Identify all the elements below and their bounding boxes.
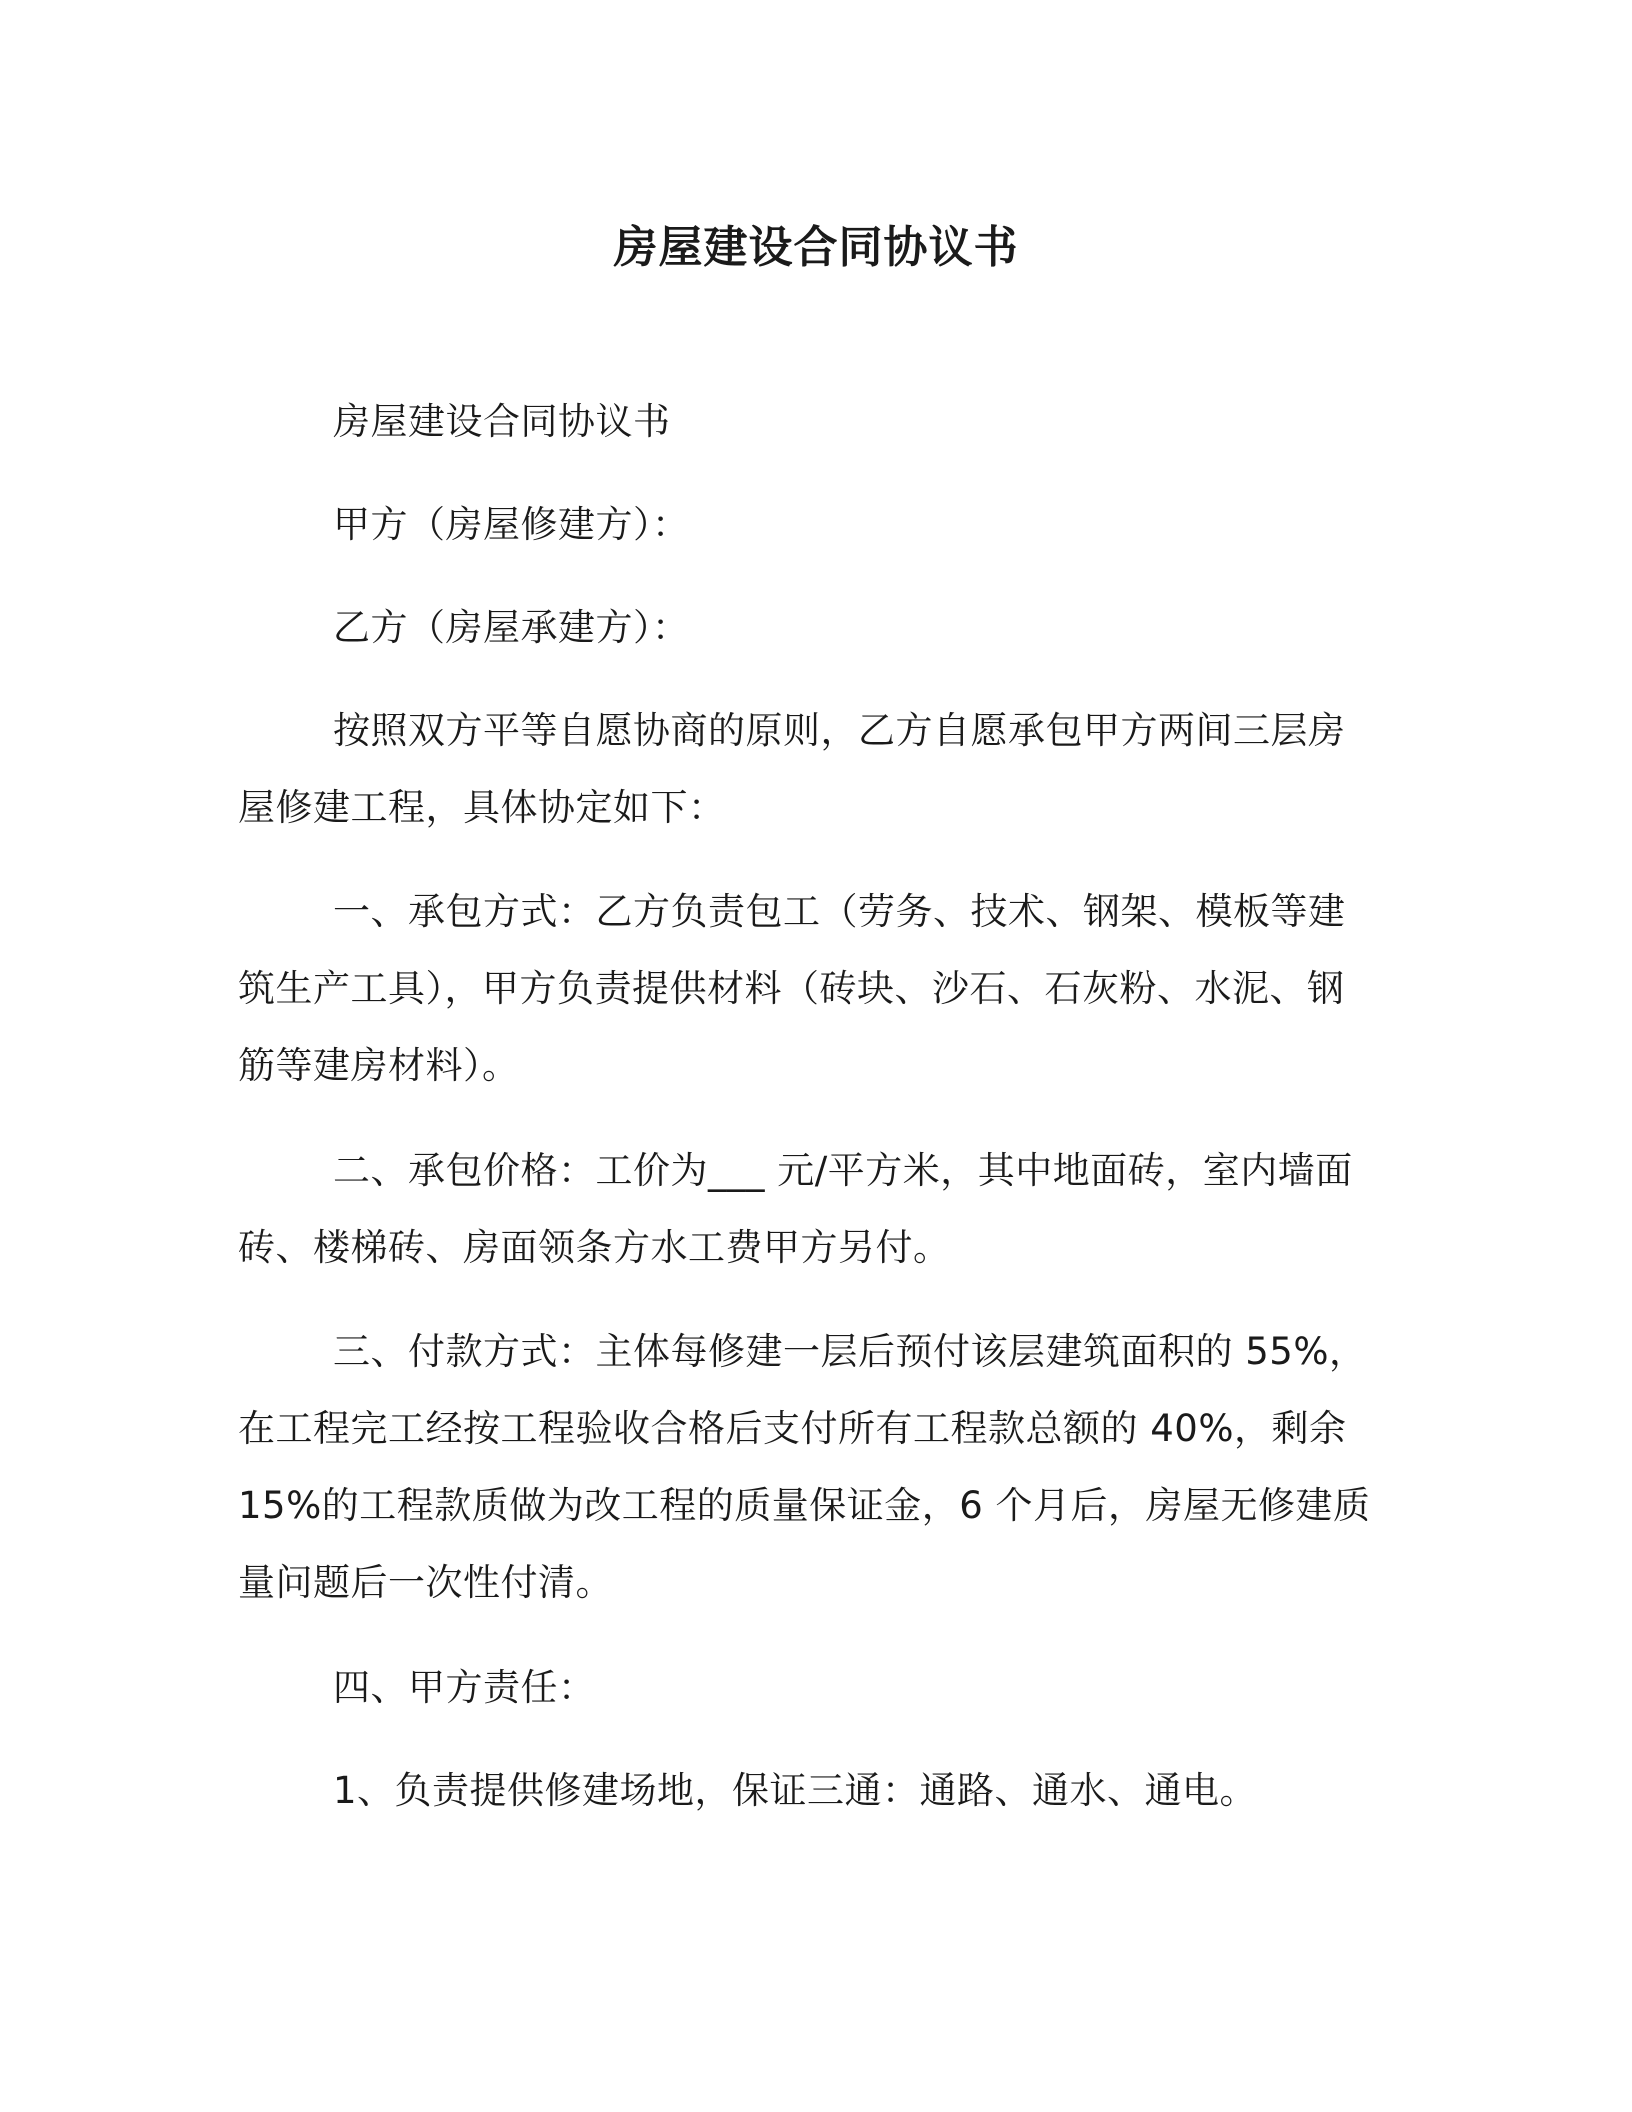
- paragraph-contract-price: 二、承包价格：工价为___ 元/平方米，其中地面砖，室内墙面砖、楼梯砖、房面领条方水工费甲方另付。: [238, 1149, 1353, 1269]
- paragraph-duty-1: 1、负责提供修建场地，保证三通：通路、通水、通电。: [333, 1769, 1258, 1812]
- paragraph-intro: 按照双方平等自愿协商的原则，乙方自愿承包甲方两间三层房屋修建工程，具体协定如下：: [238, 709, 1346, 829]
- paragraph-heading: 房屋建设合同协议书: [333, 400, 671, 443]
- document-title: 房屋建设合同协议书: [613, 222, 1019, 273]
- paragraph-payment-method: 三、付款方式：主体每修建一层后预付该层建筑面积的 55%，在工程完工经按工程验收合格后支付所有工程款总额的 40%，剩余 15%的工程款质做为改工程的质量保证金，6 个月后，房屋无修建质量问题后一次性付清。: [238, 1330, 1371, 1604]
- paragraph-party-a: 甲方（房屋修建方）：: [333, 503, 690, 546]
- paragraph-party-a-duties: 四、甲方责任：: [333, 1666, 596, 1709]
- paragraph-party-b: 乙方（房屋承建方）：: [333, 606, 690, 649]
- paragraph-contract-method: 一、承包方式：乙方负责包工（劳务、技术、钢架、模板等建筑生产工具），甲方负责提供材料（砖块、沙石、石灰粉、水泥、钢筋等建房材料）。: [238, 890, 1346, 1087]
